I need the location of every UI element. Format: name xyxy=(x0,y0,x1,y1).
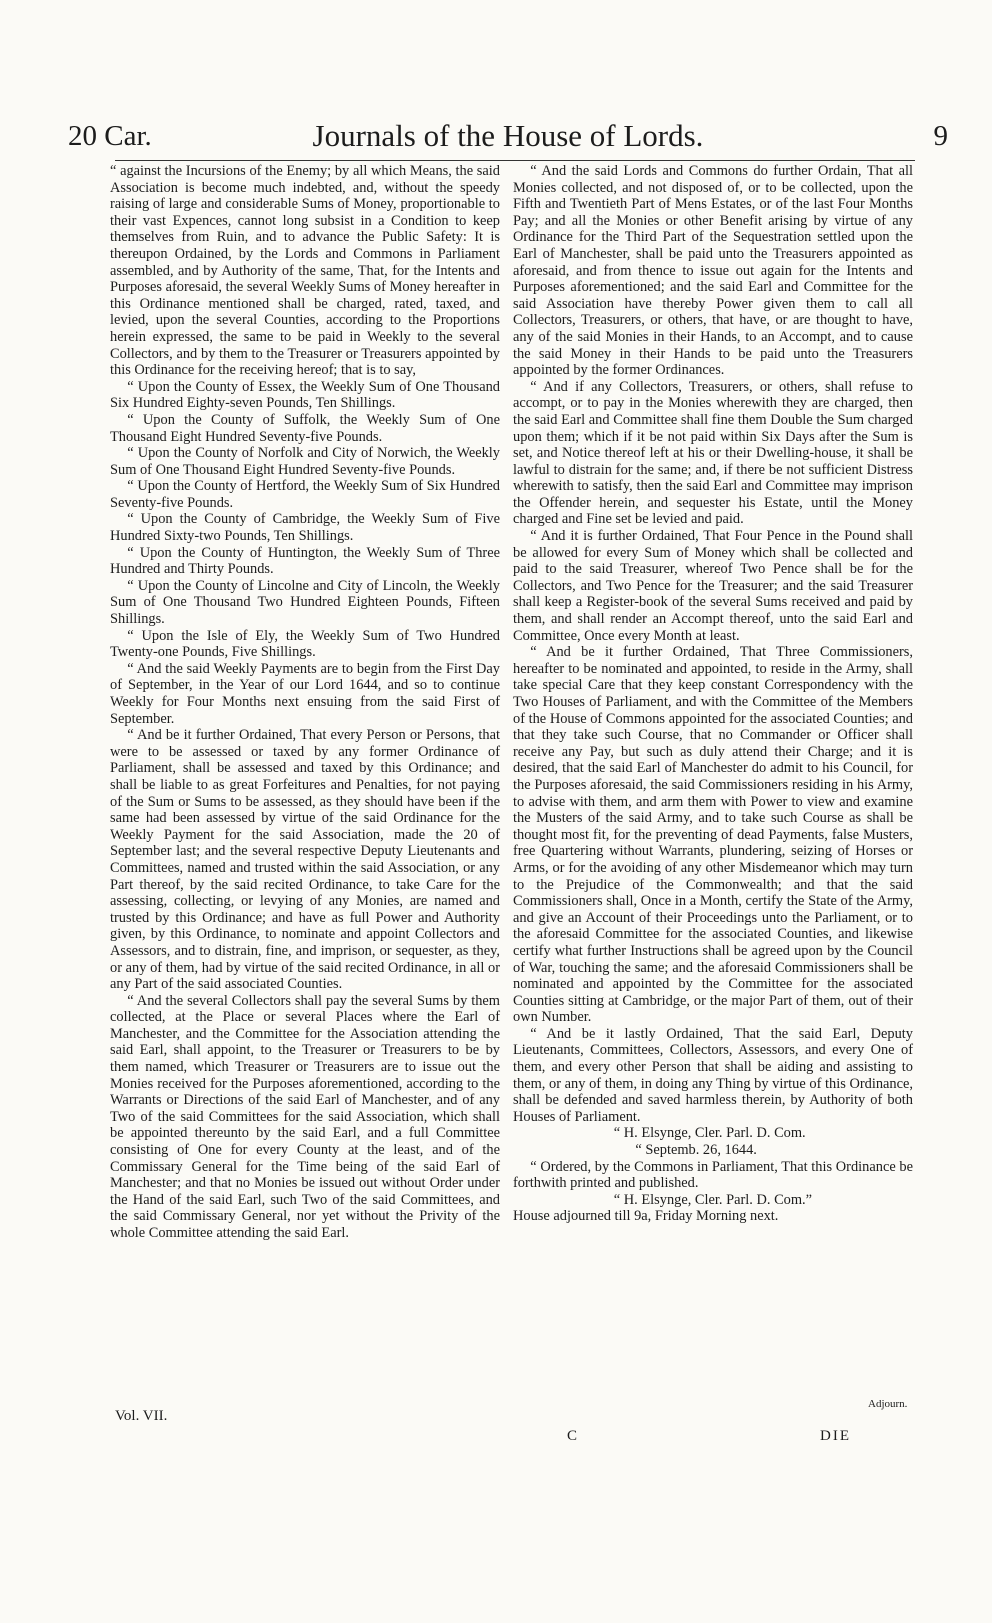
paragraph: “ Upon the County of Huntington, the Weekly Sum of Three Hundred and Thirty Pounds. xyxy=(110,544,500,578)
paragraph: “ And be it lastly Ordained, That the said Earl, Deputy Lieutenants, Committees, Collectors, Assessors, and every One of them, and every other Person that shall be aiding and assisting to them, or any of them, in doing any Thing by virtue of this Ordinance, shall be defended and saved harmless therein, by Authority of both Houses of Parliament. xyxy=(513,1025,913,1125)
paragraph: “ And the said Weekly Payments are to begin from the First Day of September, in the Year of our Lord 1644, and so to continue Weekly for Four Months next ensuing from the said First of September. xyxy=(110,660,500,727)
paragraph: “ Upon the County of Essex, the Weekly Sum of One Thousand Six Hundred Eighty-seven Pounds, Ten Shillings. xyxy=(110,378,500,412)
volume-number: Vol. VII. xyxy=(115,1408,168,1424)
signature-mark: C xyxy=(567,1428,578,1444)
order-to-print: “ Ordered, by the Commons in Parliament, That this Ordinance be forthwith printed and published. xyxy=(513,1158,913,1192)
catchword: DIE xyxy=(820,1428,851,1444)
paragraph: “ And if any Collectors, Treasurers, or others, shall refuse to accompt, or to pay in the Monies wherewith they are charged, then the said Earl and Committee shall fine them Double the Sum charged upon them; which if it be not paid within Six Days after the Sum is set, and Notice thereof left at his or their Dwelling-house, it shall be lawful to distrain for the same; and, if there be not sufficient Distress wherewith to satisfy, then the said Earl and Committee may imprison the Offender herein, and sequester his Estate, until the Money charged and Fine set be levied and paid. xyxy=(513,378,913,528)
right-column xyxy=(513,163,913,1225)
clerk-signature: “ H. Elsynge, Cler. Parl. D. Com. xyxy=(613,1125,806,1142)
paragraph: “ against the Incursions of the Enemy; by all which Means, the said Association is become much indebted, and, without the speedy raising of large and considerable Sums of Money, proportionable to their vast Expences, cannot long subsist in a Condition to keep themselves from Ruin, and to advance the Public Safety: It is thereupon Ordained, by the Lords and Commons in Parliament assembled, and by Authority of the same, That, for the Intents and Purposes aforesaid, the several Weekly Sums of Money hereafter in this Ordinance mentioned shall be charged, rated, taxed, and levied, upon the several Counties, according to the Proportions herein expressed, the same to be paid in Weekly to the several Collectors, and by them to the Treasurer or Treasurers appointed by this Ordinance for the receiving hereof; that is to say, xyxy=(110,163,500,379)
page-number: 9 xyxy=(933,120,948,152)
page-header xyxy=(68,118,948,158)
journal-title: Journals of the House of Lords. xyxy=(312,118,704,153)
paragraph: “ Upon the County of Suffolk, the Weekly Sum of One Thousand Eight Hundred Seventy-five Pounds. xyxy=(110,411,500,445)
regnal-year: 20 Car. xyxy=(68,120,152,152)
margin-note: Adjourn. xyxy=(868,1398,908,1410)
paragraph: “ Upon the Isle of Ely, the Weekly Sum of Two Hundred Twenty-one Pounds, Five Shillings. xyxy=(110,627,500,661)
paragraph: “ And the several Collectors shall pay the several Sums by them collected, at the Place or several Places where the Earl of Manchester, and the Committee for the Association attending the said Earl, shall appoint, to the Treasurer or Treasurers to be by them named, which Treasurer or Treasurers are to issue out the Monies received for the Purposes aforementioned, according to the Warrants or Directions of the said Earl of Manchester, and of any Two of the said Committees for the said Association, which shall be appointed thereunto by the said Earl, and a full Committee consisting of One for every County at the least, and of the Commissary General for the Time being of the said Earl of Manchester; and that no Monies be issued out without Order under the Hand of the said Earl, such Two of the said Committees, and the said Commissary General, nor yet without the Privity of the whole Committee attending the said Earl. xyxy=(110,992,500,1241)
paragraph: “ Upon the County of Norfolk and City of Norwich, the Weekly Sum of One Thousand Eight Hundred Seventy-five Pounds. xyxy=(110,445,500,478)
paragraph: “ And it is further Ordained, That Four Pence in the Pound shall be allowed for every Sum of Money which shall be collected and paid to the said Treasurer, whereof Two Pence shall be for the Collectors, and Two Pence for the Treasurer; and the said Treasurer shall keep a Register-book of the several Sums received and paid by them, and shall render an Accompt thereof, unto the said Earl and Committee, Once every Month at least. xyxy=(513,528,913,644)
paragraph: “ Upon the County of Hertford, the Weekly Sum of Six Hundred Seventy-five Pounds. xyxy=(110,478,500,511)
paragraph: “ And be it further Ordained, That Three Commissioners, hereafter to be nominated and appointed, to reside in the Army, shall take special Care that they keep constant Correspondency with the Two Houses of Parliament, and with the Committee of the Members of the House of Commons appointed for the associated Counties; and that they take such Course, that no Commander or Officer shall receive any Pay, but such as duly attend their Charge; and it is desired, that the said Earl of Manchester do admit to his Council, for the Purposes aforesaid, the said Commissioners residing in his Army, to advise with them, and arm them with Power to view and examine the Musters of the said Army, and to take such Course as shall be thought most fit, for the preventing of dead Payments, false Musters, free Quartering without Warrants, plundering, seizing of Horses or Arms, or for the avoiding of any other Misdemeanor which may turn to the Prejudice of the Commonwealth; and that the said Commissioners shall, Once in a Month, certify the State of the Army, and give an Account of their Proceedings unto the Parliament, or to the aforesaid Committee for the associated Counties, and likewise certify what further Instructions shall be agreed upon by the Council of War, touching the same; and the aforesaid Commissioners shall be nominated and appointed by the Committee for the associated Counties sitting at Cambridge, or the major Part of them, out of their own Number. xyxy=(513,644,913,1026)
adjournment: House adjourned till 9a, Friday Morning next. xyxy=(513,1208,779,1225)
paragraph: “ And the said Lords and Commons do further Ordain, That all Monies collected, and not disposed of, or to be collected, upon the Fifth and Twentieth Part of Mens Estates, or of the last Four Months Pay; and all the Monies or other Benefit arising by virtue of any Ordinance for the Third Part of the Sequestration settled upon the Earl of Manchester, shall be paid unto the Treasurers appointed as aforesaid, and from thence to issue out again for the Intents and Purposes aforementioned; and the said Earl and Committee for the said Association have thereby Power given them to call all Collectors, Treasurers, or others, that have, or are thought to have, any of the said Monies in their Hands, to an Accompt, and to cause the said Money in their Hands to be paid unto the Treasurers appointed by the former Ordinances. xyxy=(513,163,913,379)
ordinance-date: “ Septemb. 26, 1644. xyxy=(635,1142,757,1159)
clerk-signature: “ H. Elsynge, Cler. Parl. D. Com.” xyxy=(613,1191,813,1208)
left-column xyxy=(110,163,500,1242)
header-rule xyxy=(115,160,915,161)
paragraph: “ And be it further Ordained, That every Person or Persons, that were to be assessed or taxed by any former Ordinance of Parliament, shall be assessed and taxed by this Ordinance; and shall be liable to as great Forfeitures and Penalties, for not paying of the Sum or Sums to be assessed, as they should have been if the same had been assessed by virtue of the said Ordinance for the Weekly Payment for the said Association, made the 20 of September last; and the several respective Deputy Lieutenants and Committees, named and trusted within the said Association, or any Part thereof, by the said recited Ordinance, to take Care for the assessing, collecting, or levying of any Monies, are named and trusted by this Ordinance; and have as full Power and Authority given, by this Ordinance, to nominate and appoint Collectors and Assessors, and to distrain, fine, and imprison, or sequester, as they, or any of them, had by virtue of the said recited Ordinance, in all or any Part of the said associated Counties. xyxy=(110,727,500,993)
paragraph: “ Upon the County of Cambridge, the Weekly Sum of Five Hundred Sixty-two Pounds, Ten Shillings. xyxy=(110,511,500,545)
paragraph: “ Upon the County of Lincolne and City of Lincoln, the Weekly Sum of One Thousand Two Hundred Eighteen Pounds, Fifteen Shillings. xyxy=(110,577,500,628)
